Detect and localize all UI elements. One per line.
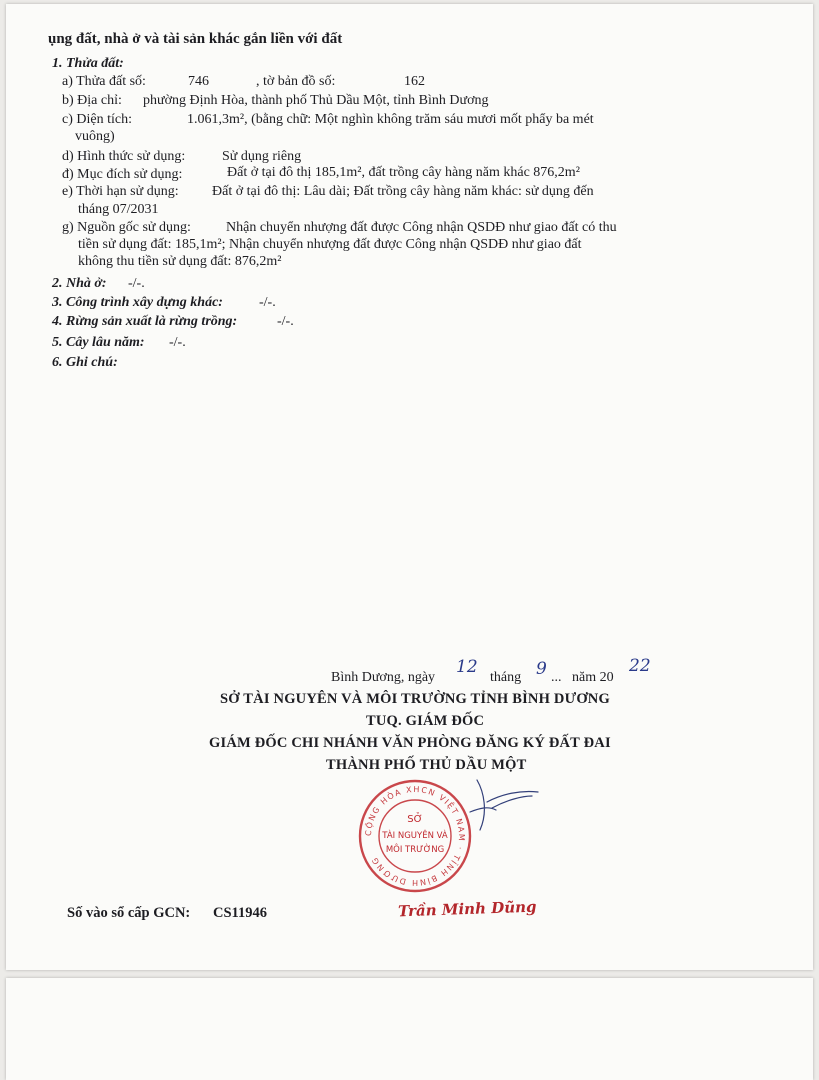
term-label: e) Thời hạn sử dụng: xyxy=(62,184,179,199)
usage-form-value: Sử dụng riêng xyxy=(222,149,302,164)
origin-value: Nhận chuyển nhượng đất được Công nhận QSDĐ như giao đất có thu xyxy=(226,220,617,235)
signer-name: Trần Minh Dũng xyxy=(397,897,537,921)
area-value: 1.061,3m², (bằng chữ: Một nghìn không trăm sáu mươi mốt phẩy ba mét xyxy=(187,112,594,127)
map-sheet-label: , tờ bản đồ số: xyxy=(256,74,336,89)
section-house-label: 2. Nhà ở: xyxy=(52,276,107,291)
registry-label: Số vào sổ cấp GCN: xyxy=(67,905,191,921)
page-heading: ụng đất, nhà ở và tài sản khác gắn liền với đất xyxy=(48,31,343,47)
agency-name: SỞ TÀI NGUYÊN VÀ MÔI TRƯỜNG TỈNH BÌNH DƯƠNG xyxy=(220,691,610,707)
area-value-continued: vuông) xyxy=(75,129,115,144)
area-label: c) Diện tích: xyxy=(62,112,132,127)
section-house-value: -/-. xyxy=(128,276,145,291)
section-construction-label: 3. Công trình xây dựng khác: xyxy=(52,295,223,310)
origin-label: g) Nguồn gốc sử dụng: xyxy=(62,220,191,235)
parcel-number: 746 xyxy=(188,74,209,89)
official-stamp xyxy=(357,778,473,894)
stamp-center-line2: TÀI NGUYÊN VÀ xyxy=(382,831,448,841)
map-sheet-number: 162 xyxy=(404,74,425,89)
usage-form-label: d) Hình thức sử dụng: xyxy=(62,149,186,164)
section-land-heading: 1. Thửa đất: xyxy=(52,56,124,71)
stamp-center-line1: SỞ xyxy=(407,814,423,825)
section-forest-label: 4. Rừng sản xuất là rừng trồng: xyxy=(52,314,238,329)
address-label: b) Địa chỉ: xyxy=(62,93,122,108)
registry-number: CS11946 xyxy=(213,905,267,921)
section-perennial-value: -/-. xyxy=(169,335,186,350)
signing-year-suffix: 22 xyxy=(629,656,651,676)
year-label: năm 20 xyxy=(572,670,614,685)
month-dots: ... xyxy=(551,670,562,685)
section-notes-label: 6. Ghi chú: xyxy=(52,355,118,370)
section-forest-value: -/-. xyxy=(277,314,294,329)
authorization-line: TUQ. GIÁM ĐỐC xyxy=(366,713,485,729)
origin-value-line3: không thu tiền sử dụng đất: 876,2m² xyxy=(78,254,282,269)
stamp-ring-text: CỘNG HÒA XHCN VIỆT NAM · TỈNH BÌNH DƯƠNG xyxy=(363,784,467,888)
purpose-label: đ) Mục đích sử dụng: xyxy=(62,167,183,182)
stamp-center-line3: MÔI TRƯỜNG xyxy=(385,845,445,855)
origin-value-line2: tiền sử dụng đất: 185,1m²; Nhận chuyển nhượng đất được Công nhận QSDĐ như giao đất xyxy=(78,237,582,252)
term-value-continued: tháng 07/2031 xyxy=(78,202,159,217)
signing-month: 9 xyxy=(536,659,547,679)
next-page-edge xyxy=(6,978,813,1080)
month-label: tháng xyxy=(490,670,522,685)
parcel-label: a) Thửa đất số: xyxy=(62,74,146,89)
signer-position: GIÁM ĐỐC CHI NHÁNH VĂN PHÒNG ĐĂNG KÝ ĐẤT ĐAI xyxy=(209,735,611,751)
purpose-value: Đất ở tại đô thị 185,1m², đất trồng cây hàng năm khác 876,2m² xyxy=(227,165,580,180)
term-value: Đất ở tại đô thị: Lâu dài; Đất trồng cây hàng năm khác: sử dụng đến xyxy=(212,184,594,199)
section-construction-value: -/-. xyxy=(259,295,276,310)
address-value: phường Định Hòa, thành phố Thủ Dầu Một, tỉnh Bình Dương xyxy=(143,93,489,108)
signing-day: 12 xyxy=(456,657,478,677)
section-perennial-label: 5. Cây lâu năm: xyxy=(52,335,145,350)
signing-place: Bình Dương, ngày xyxy=(331,670,436,685)
branch-city: THÀNH PHỐ THỦ DẦU MỘT xyxy=(326,757,527,773)
